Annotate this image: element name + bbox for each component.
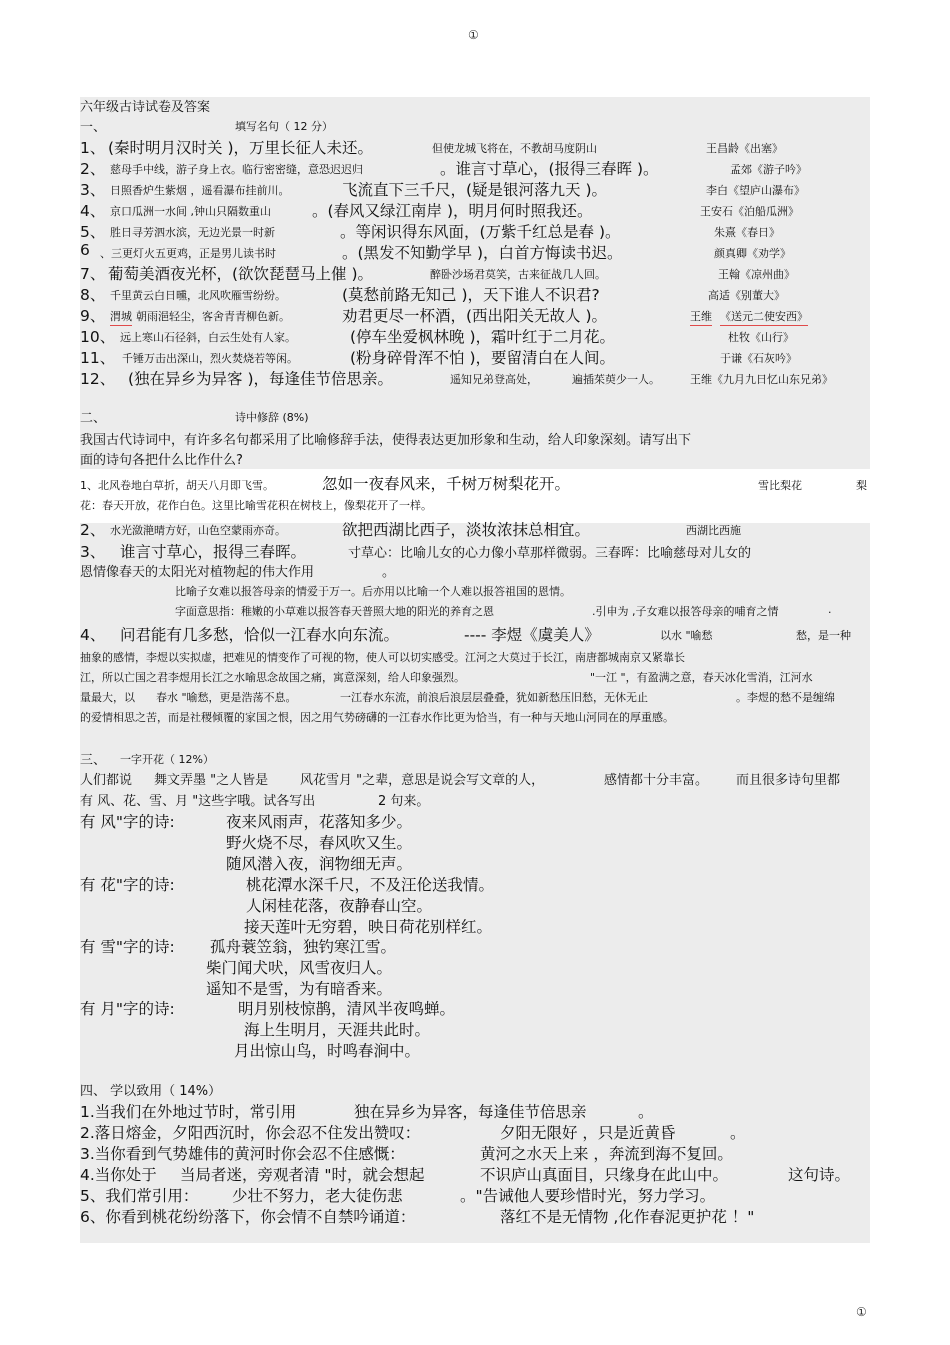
page-number-bottom: ①	[856, 1305, 867, 1319]
item-source: 孟郊《游子吟》	[730, 163, 807, 176]
q4-text-c: 量最大，以	[80, 691, 135, 704]
q4-prompt-a: 4.当你处于	[80, 1166, 157, 1184]
q4-prompt-b: 当局者迷，旁观者清 "时，就会想起	[180, 1166, 425, 1184]
item-number: 3、	[80, 181, 106, 199]
feng-label: 有 风"字的诗:	[80, 813, 175, 831]
q3-prompt: 3.当你看到气势雄伟的黄河时你会忍不住感慨：	[80, 1145, 405, 1163]
xue-poem-3: 遥知不是雪，为有暗香来。	[206, 980, 393, 998]
q2-end: 。	[730, 1124, 746, 1142]
xue-label: 有 雪"字的诗:	[80, 938, 175, 956]
item-line-b: (莫愁前路无知己 )，天下谁人不识君?	[342, 286, 600, 304]
sec1-label: 填写名句（ 12 分）	[235, 120, 333, 133]
q3-line-a: 谁言寸草心，报得三春晖。	[120, 543, 307, 561]
item-source: 高适《别董大》	[708, 289, 785, 302]
item-line-a: 远上寒山石径斜，白云生处有人家。	[120, 331, 296, 344]
feng-poem-1: 夜来风雨声，花落知多少。	[226, 813, 413, 831]
item-line-a: 朝雨浥轻尘，客舍青青柳色新。	[136, 310, 290, 323]
hua-poem-1: 桃花潭水深千尺，不及汪伦送我情。	[246, 876, 495, 894]
item-number: 7、	[80, 265, 106, 283]
q1-answer: 独在异乡为异客，每逢佳节倍思亲	[354, 1103, 587, 1121]
q4-text-a: 江，所以亡国之君李煜用长江之水喻思念故国之痛，寓意深刻，给人印象强烈。	[80, 671, 465, 684]
q5-prompt: 5、我们常引用：	[80, 1187, 199, 1205]
q1-prompt: 1.当我们在外地过节时，常引用	[80, 1103, 297, 1121]
q1-explain: 花：春天开放，花作白色。这里比喻雪花积在树枝上，像梨花开了一样。	[80, 499, 432, 512]
sec2-q1-band	[80, 469, 870, 523]
item-line-a: 千锤万击出深山，烈火焚烧若等闲。	[122, 352, 298, 365]
item-source-title: 《送元二使安西》	[720, 308, 808, 326]
doc-title: 六年级古诗试卷及答案	[80, 100, 211, 115]
item-source: 朱熹《春日》	[714, 226, 780, 239]
item-line-b: 。(春风又绿江南岸 )，明月何时照我还。	[312, 202, 593, 220]
item-number: 8、	[80, 286, 106, 304]
intro-a: 人们都说	[80, 773, 133, 788]
q2-prompt: 2.落日熔金，夕阳西沉时，你会忍不住发出赞叹：	[80, 1124, 421, 1142]
q2-answer: 夕阳无限好 ，只是近黄昏	[500, 1124, 676, 1142]
item-line-b: 醉卧沙场君莫笑，古来征战几人回。	[430, 268, 606, 281]
sec4-heading: 四、 学以致用（ 14%）	[80, 1084, 222, 1099]
sec2-q4-line2: 抽象的感情，李煜以实拟虚，把难见的情变作了可视的物，使人可以切实感受。江河之大莫过于长江，南唐都城南京又紧靠长	[80, 651, 685, 664]
item-line-b: (停车坐爱枫林晚 )，霜叶红于二月花。	[350, 328, 616, 346]
intro-f: 有 风、花、雪、月 "这些字哦。试各写出	[80, 794, 316, 809]
item-line-b: 。(黑发不知勤学早 )，白首方悔读书迟。	[342, 244, 623, 262]
item-line-b: 劝君更尽一杯酒，(西出阳关无故人 )。	[342, 307, 608, 325]
item-source: 李白《望庐山瀑布》	[706, 184, 805, 197]
sec2-intro-2: 面的诗句各把什么比作什么?	[80, 453, 243, 468]
q4-text-e: 一江春水东流，前浪后浪层层叠叠，犹如新愁压旧愁，无休无止	[340, 691, 648, 704]
hua-poem-3: 接天莲叶无穷碧，映日荷花别样红。	[244, 918, 493, 936]
q4-answer: 不识庐山真面目，只缘身在此山中。	[480, 1166, 729, 1184]
hua-label: 有 花"字的诗:	[80, 876, 175, 894]
yue-poem-3: 月出惊山鸟，时鸣春涧中。	[234, 1042, 421, 1060]
q3-answer: 黄河之水天上来 ，奔流到海不复回。	[480, 1145, 733, 1163]
intro-d: 感情都十分丰富。	[604, 773, 709, 788]
sec2-q3-line3: 比喻子女难以报答母亲的情爱于万一。后亦用以比喻一个人难以报答祖国的恩情。	[175, 585, 571, 598]
q3-literal: 字面意思指：稚嫩的小草难以报答春天普照大地的阳光的养育之恩	[175, 605, 494, 618]
yue-label: 有 月"字的诗:	[80, 1000, 175, 1018]
q4-source: ---- 李煜《虞美人》	[464, 626, 600, 644]
q2-number: 2、	[80, 521, 106, 539]
q1-answer-tail: 梨	[856, 479, 867, 492]
sec3-heading: 三、	[80, 753, 107, 768]
q3-period: 。	[382, 565, 396, 580]
item-number: 1、	[80, 139, 106, 157]
item-line-b: 遥知兄弟登高处，	[450, 373, 538, 386]
item-line-a: 慈母手中线，游子身上衣。临行密密缝，意恐迟迟归	[110, 163, 363, 176]
q1-line-a: 1、北风卷地白草折，胡天八月即飞雪。	[80, 479, 274, 492]
item-line-a: 葡萄美酒夜光杯，(欲饮琵琶马上催 )。	[108, 265, 374, 283]
hua-poem-2: 人闲桂花落，夜静春山空。	[246, 897, 433, 915]
q4-line-a: 问君能有几多愁，恰似一江春水向东流。	[120, 626, 400, 644]
q5-end: 。"告诫他人要珍惜时光，努力学习。	[460, 1187, 716, 1205]
q3-extended: .引申为 ,子女难以报答母亲的哺育之情	[592, 605, 779, 618]
item-number: 10、	[80, 328, 116, 346]
item-line-a: (秦时明月汉时关 )，万里长征人未还。	[108, 139, 374, 157]
q1-end: 。	[638, 1103, 654, 1121]
q6-prompt: 6、你看到桃花纷纷落下，你会情不自禁吟诵道：	[80, 1208, 416, 1226]
item-source: 王翰《凉州曲》	[718, 268, 795, 281]
item-number: 11、	[80, 349, 116, 367]
xue-poem-2: 柴门闻犬吠，风雪夜归人。	[206, 959, 393, 977]
item-number: 2、	[80, 160, 106, 178]
q4-number: 4、	[80, 626, 106, 644]
item-line-a: 千里黄云白日曛，北风吹雁雪纷纷。	[110, 289, 286, 302]
q4-text-b: "一江 "，有盈满之意，春天冰化雪消，江河水	[590, 671, 813, 684]
q4-explain-start: 愁，是一种	[796, 629, 851, 642]
item-line-b: 但使龙城飞将在，不教胡马度阴山	[432, 142, 597, 155]
sec2-heading: 二、	[80, 411, 107, 426]
item-source: 杜牧《山行》	[728, 331, 794, 344]
intro-c: 风花雪月 "之辈，意思是说会写文章的人，	[300, 773, 545, 788]
yue-poem-2: 海上生明月，天涯共此时。	[244, 1021, 431, 1039]
item-number: 4、	[80, 202, 106, 220]
item-source: 王安石《泊船瓜洲》	[700, 205, 799, 218]
q3-explain-2: 恩情像春天的太阳光对植物起的伟大作用	[80, 565, 315, 580]
item-line-a: 京口瓜洲一水间 ,钟山只隔数重山	[110, 205, 271, 218]
item-line-c: 遍插茱萸少一人。	[572, 373, 660, 386]
q1-answer: 雪比梨花	[758, 479, 802, 492]
item-source: 于谦《石灰吟》	[720, 352, 797, 365]
item-line-a: 胜日寻芳泗水滨，无边光景一时新	[110, 226, 275, 239]
yue-poem-1: 明月别枝惊鹊，清风半夜鸣蝉。	[238, 1000, 456, 1018]
q5-answer: 少壮不努力，老大徒伤悲	[232, 1187, 403, 1205]
q3-explain-1: 寸草心：比喻儿女的心力像小草那样微弱。三春晖：比喻慈母对儿女的	[348, 546, 752, 561]
page-number-top: ①	[468, 28, 479, 42]
item-source: 颜真卿《劝学》	[714, 247, 791, 260]
item-source-author: 王维	[690, 308, 712, 326]
q4-end: 这句诗。	[788, 1166, 851, 1184]
item-line-a: 、三更灯火五更鸡，正是男儿读书时	[100, 247, 276, 260]
item-number: 12、	[80, 370, 116, 388]
item-line-b: (粉身碎骨浑不怕 )，要留清白在人间。	[350, 349, 616, 367]
item-source: 王维《九月九日忆山东兄弟》	[690, 373, 833, 386]
document-page	[80, 97, 870, 1243]
sec2-label: 诗中修辞 (8%)	[235, 411, 309, 424]
item-line-a-underlined: 渭城	[110, 308, 132, 326]
item-line-b: 飞流直下三千尺，(疑是银河落九天 )。	[342, 181, 608, 199]
q2-line-a: 水光潋滟晴方好，山色空蒙雨亦奇。	[110, 524, 286, 537]
item-number: 6	[80, 241, 90, 259]
sec2-q4-line5: 的爱情相思之苦，而是社稷倾覆的家国之恨，因之用气势磅礴的一江春水作比更为恰当，有一种与天地山河同在的厚重感。	[80, 711, 674, 724]
q1-line-b: 忽如一夜春风来，千树万树梨花开。	[322, 475, 571, 493]
intro-b: 舞文弄墨 "之人皆是	[154, 773, 269, 788]
item-line-b: 。谁言寸草心，(报得三春晖 )。	[440, 160, 659, 178]
q3-dot: .	[828, 603, 832, 616]
item-line-a: 日照香炉生紫烟 ，遥看瀑布挂前川。	[110, 184, 290, 197]
sec2-intro-1: 我国古代诗词中，有许多名句都采用了比喻修辞手法，使得表达更加形象和生动，给人印象深刻。请写出下	[80, 433, 692, 448]
q4-answer: 以水 "喻愁	[660, 629, 713, 642]
item-source: 王昌龄《出塞》	[706, 142, 783, 155]
q6-answer: 落红不是无情物 ,化作春泥更护花 ！"	[500, 1208, 755, 1226]
q4-text-f: 。李煜的愁不是缠绵	[736, 691, 835, 704]
sec1-heading: 一、	[80, 120, 107, 135]
sec2-q3-line2	[80, 561, 396, 580]
sec3-label: 一字开花（ 12%）	[120, 753, 214, 766]
q2-line-b: 欲把西湖比西子，淡妆浓抹总相宜。	[342, 521, 591, 539]
q2-answer: 西湖比西施	[686, 524, 741, 537]
xue-poem-1: 孤舟蓑笠翁，独钓寒江雪。	[210, 938, 397, 956]
feng-poem-3: 随风潜入夜，润物细无声。	[226, 855, 413, 873]
q3-number: 3、	[80, 543, 106, 561]
item-line-b: 。等闲识得东风面，(万紫千红总是春 )。	[340, 223, 621, 241]
item-number: 9、	[80, 307, 106, 325]
item-number: 5、	[80, 223, 106, 241]
intro-e: 而且很多诗句里都	[736, 773, 841, 788]
item-line-a: (独在异乡为异客 )，每逢佳节倍思亲。	[128, 370, 394, 388]
intro-g: 2 句来。	[378, 794, 430, 809]
feng-poem-2: 野火烧不尽，春风吹又生。	[226, 834, 413, 852]
q4-text-d: 春水 "喻愁，更是浩荡不息。	[156, 691, 297, 704]
